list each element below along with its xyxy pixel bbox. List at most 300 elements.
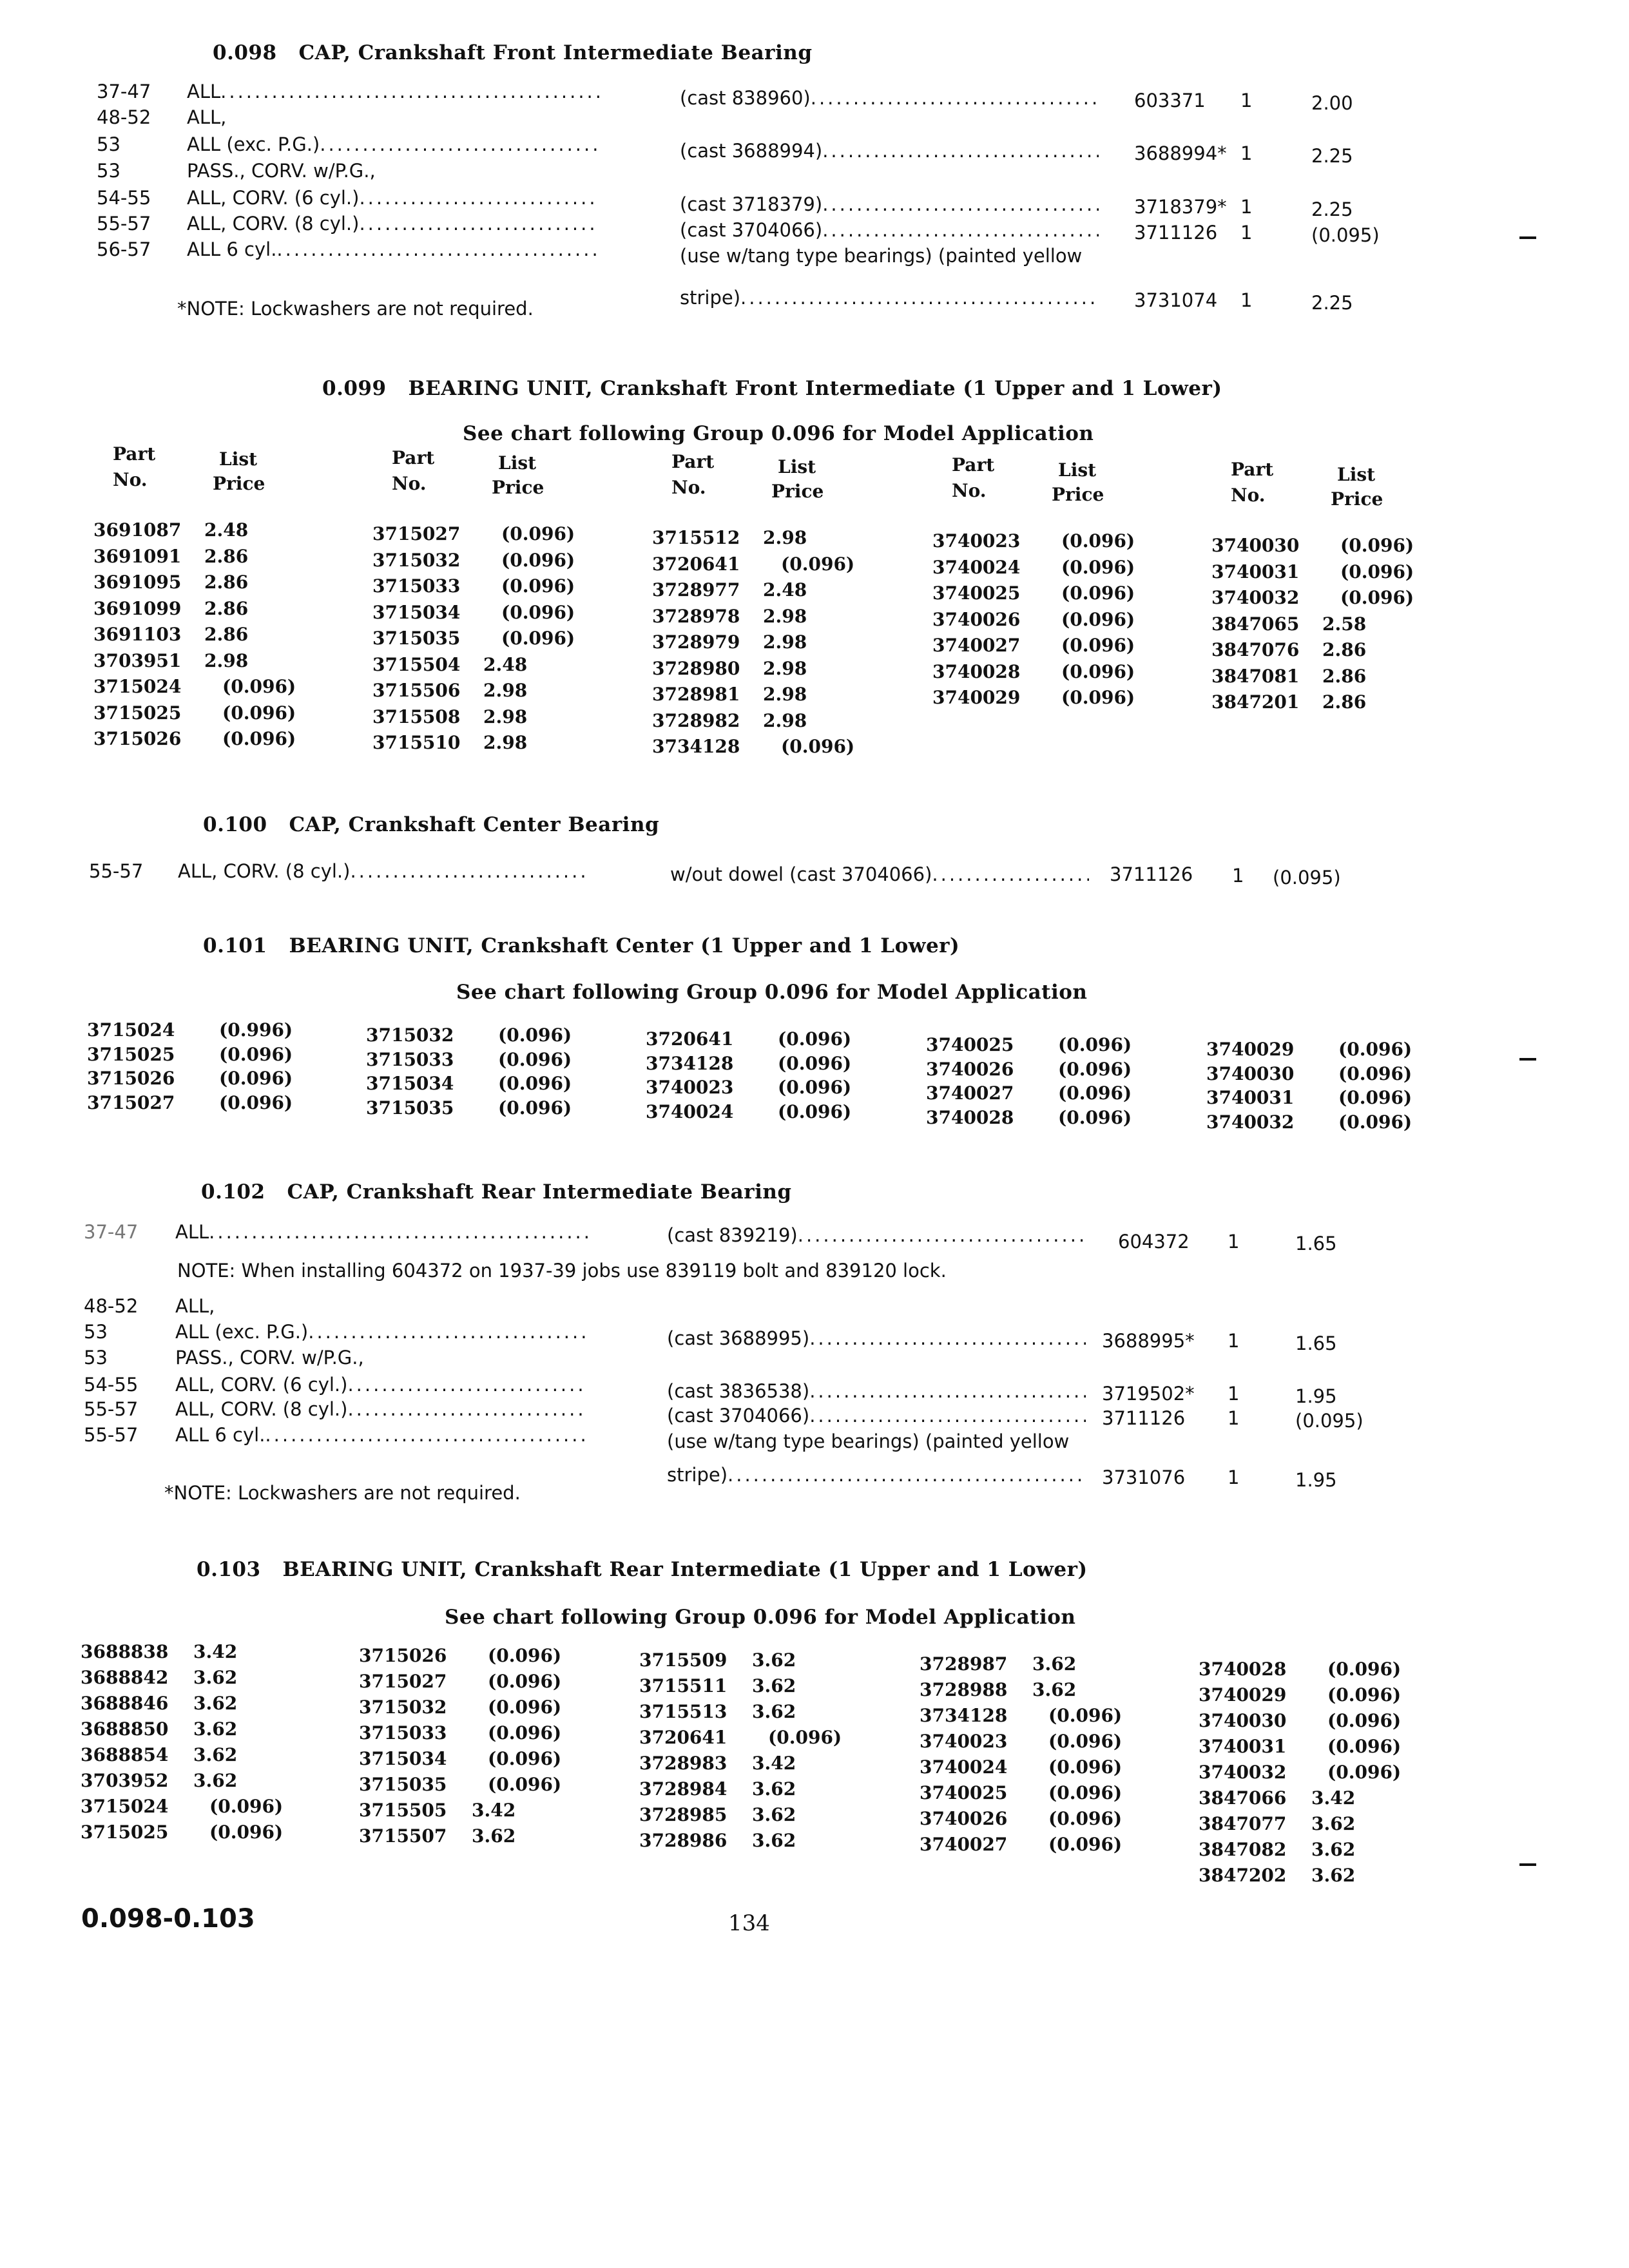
table-part-number: 3715032 (366, 1024, 454, 1046)
table-part-number: 3740029 (1199, 1684, 1287, 1706)
table-part-number: 3715034 (372, 601, 461, 623)
column-header-price: Price (492, 477, 545, 498)
table-part-number: 3728986 (639, 1830, 728, 1851)
table-list-price: (0.096) (1327, 1762, 1402, 1783)
table-list-price: (0.096) (219, 1068, 293, 1089)
list-price: 2.25 (1311, 198, 1353, 220)
section-code: 0.101 (203, 934, 267, 957)
table-list-price: (0.096) (1061, 660, 1135, 682)
table-part-number: 3728982 (652, 709, 740, 731)
column-header-price: Price (213, 473, 265, 494)
lockwasher-note: *NOTE: Lockwashers are not required. (177, 298, 534, 320)
table-part-number: 3728988 (920, 1679, 1008, 1700)
row-years: 56-57 (97, 238, 151, 260)
table-part-number: 3715034 (359, 1748, 447, 1769)
list-price: 1.95 (1295, 1469, 1337, 1491)
table-list-price: 2.98 (483, 732, 528, 753)
table-list-price: 2.86 (1322, 639, 1367, 660)
table-part-number: 3847065 (1211, 613, 1300, 635)
section-title: CAP, Crankshaft Center Bearing (289, 813, 660, 836)
row-years: 48-52 (97, 106, 151, 128)
table-list-price: 2.86 (204, 545, 249, 567)
table-list-price: 2.98 (763, 527, 807, 548)
table-list-price: 3.62 (752, 1649, 796, 1671)
row-cast: (use w/tang type bearings) (painted yellow (667, 1430, 1070, 1452)
table-part-number: 3715025 (81, 1821, 169, 1843)
table-list-price: 2.86 (1322, 665, 1367, 687)
table-part-number: 3728978 (652, 605, 740, 627)
row-years: 55-57 (84, 1398, 139, 1420)
table-list-price: (0.096) (498, 1073, 572, 1094)
table-list-price: (0.096) (488, 1774, 562, 1795)
page-number: 134 (728, 1910, 770, 1936)
section-0098-heading (213, 41, 813, 64)
column-header-part: No. (1231, 485, 1266, 506)
table-list-price: (0.096) (501, 601, 575, 623)
table-list-price: (0.996) (219, 1019, 293, 1041)
table-part-number: 3740028 (926, 1106, 1014, 1128)
section-0102-heading (201, 1180, 792, 1204)
row-cast: (cast 3718379) ..... (680, 193, 1099, 215)
row-years: 55-57 (84, 1424, 139, 1446)
table-part-number: 3734128 (652, 736, 740, 757)
row-description: ALL ..... (187, 81, 599, 102)
table-list-price: (0.096) (219, 1091, 293, 1113)
table-part-number: 3715508 (372, 706, 461, 727)
table-part-number: 3715024 (87, 1019, 175, 1041)
table-list-price: 3.62 (472, 1825, 516, 1847)
section-code: 0.100 (203, 813, 267, 836)
table-part-number: 3715025 (87, 1043, 175, 1065)
row-years: 37-47 (97, 81, 151, 102)
section-subtitle: See chart following Group 0.096 for Model Application (456, 981, 1088, 1004)
table-list-price: 2.98 (763, 657, 807, 679)
table-list-price: (0.096) (1048, 1782, 1123, 1803)
table-part-number: 3728985 (639, 1804, 728, 1825)
table-part-number: 3715027 (359, 1671, 447, 1692)
column-header-price: List (498, 452, 537, 474)
row-years: 53 (97, 133, 120, 155)
table-part-number: 3688854 (81, 1744, 169, 1765)
table-list-price: (0.096) (501, 523, 575, 544)
part-number: 3688994* (1134, 142, 1227, 164)
section-code: 0.102 (201, 1180, 265, 1204)
table-part-number: 3720641 (646, 1028, 734, 1050)
table-part-number: 3740026 (920, 1808, 1008, 1829)
row-description: ALL (exc. P.G.) ..... (187, 133, 599, 155)
table-part-number: 3688846 (81, 1693, 169, 1714)
row-years: 53 (84, 1321, 108, 1343)
table-list-price: 3.42 (472, 1800, 516, 1821)
list-price: 1.65 (1295, 1233, 1337, 1254)
table-list-price: 3.62 (193, 1744, 238, 1765)
row-description: PASS., CORV. w/P.G., (175, 1347, 364, 1369)
table-list-price: (0.096) (1048, 1705, 1123, 1726)
table-part-number: 3715513 (639, 1701, 728, 1722)
row-years: 54-55 (84, 1374, 139, 1396)
table-list-price: (0.096) (1048, 1756, 1123, 1778)
table-list-price: 3.62 (193, 1770, 238, 1791)
column-header-part: No. (113, 469, 148, 490)
table-list-price: (0.096) (498, 1048, 572, 1070)
table-part-number: 3847202 (1199, 1865, 1287, 1886)
table-list-price: 3.62 (1032, 1653, 1077, 1675)
column-header-price: Price (771, 481, 824, 502)
table-list-price: (0.096) (1058, 1082, 1132, 1104)
part-number: 3731076 (1102, 1466, 1186, 1488)
table-part-number: 3728983 (639, 1753, 728, 1774)
table-list-price: (0.096) (778, 1077, 852, 1098)
table-part-number: 3847076 (1211, 639, 1300, 660)
quantity: 1 (1228, 1231, 1240, 1253)
table-list-price: 3.62 (1032, 1679, 1077, 1700)
row-description: ALL (exc. P.G.) ..... (175, 1321, 588, 1343)
section-title: CAP, Crankshaft Rear Intermediate Bearing (287, 1180, 792, 1204)
quantity: 1 (1228, 1407, 1240, 1429)
table-part-number: 3715035 (359, 1774, 447, 1795)
list-price: 2.25 (1311, 292, 1353, 314)
section-0101-heading (203, 934, 959, 957)
table-part-number: 3715026 (87, 1068, 175, 1089)
quantity: 1 (1228, 1330, 1240, 1352)
part-number: 3719502* (1102, 1383, 1195, 1405)
row-years: 53 (97, 160, 120, 182)
table-list-price: 3.62 (752, 1778, 796, 1800)
table-part-number: 3715033 (366, 1048, 454, 1070)
table-part-number: 3688850 (81, 1718, 169, 1740)
row-years: 55-57 (97, 213, 151, 235)
part-number: 3718379* (1134, 196, 1227, 218)
quantity: 1 (1232, 865, 1244, 887)
table-list-price: 2.58 (1322, 613, 1367, 635)
table-part-number: 3715024 (81, 1796, 169, 1817)
table-part-number: 3740031 (1199, 1736, 1287, 1757)
table-part-number: 3740024 (932, 556, 1021, 578)
table-part-number: 3715035 (366, 1097, 454, 1119)
table-list-price: (0.096) (1327, 1736, 1402, 1757)
part-number: 3731074 (1134, 289, 1218, 311)
row-description: ALL ..... (175, 1221, 588, 1243)
table-part-number: 3740030 (1206, 1062, 1295, 1084)
table-list-price: (0.096) (1338, 1111, 1412, 1133)
part-number: 3711126 (1134, 222, 1218, 244)
table-part-number: 3740027 (932, 635, 1021, 656)
section-title: CAP, Crankshaft Front Intermediate Bearing (298, 41, 813, 64)
row-years: 48-52 (84, 1295, 139, 1317)
column-header-part: No. (952, 480, 987, 501)
table-list-price: 2.98 (483, 706, 528, 727)
table-list-price: 3.62 (193, 1693, 238, 1714)
table-list-price: (0.096) (1338, 1087, 1412, 1108)
table-part-number: 3691095 (93, 572, 182, 593)
section-subtitle: See chart following Group 0.096 for Model Application (463, 422, 1094, 445)
table-list-price: (0.096) (781, 553, 855, 575)
table-list-price: 3.42 (752, 1753, 796, 1774)
row-description: ALL, (175, 1295, 215, 1317)
table-part-number: 3740023 (932, 530, 1021, 552)
table-part-number: 3688842 (81, 1667, 169, 1688)
row-cast: (cast 3704066) ..... (667, 1405, 1086, 1427)
table-list-price: (0.096) (1327, 1684, 1402, 1706)
table-list-price: (0.096) (1340, 561, 1414, 582)
table-list-price: (0.096) (1061, 556, 1135, 578)
table-list-price: (0.096) (1058, 1034, 1132, 1055)
table-part-number: 3703951 (93, 649, 182, 671)
table-list-price: (0.096) (1058, 1058, 1132, 1080)
table-part-number: 3715027 (372, 523, 461, 544)
section-code: 0.098 (213, 41, 277, 64)
table-list-price: (0.096) (219, 1043, 293, 1065)
table-list-price: 3.62 (193, 1718, 238, 1740)
table-part-number: 3728979 (652, 631, 740, 653)
row-description: ALL 6 cyl. ..... (175, 1424, 588, 1446)
installation-note: NOTE: When installing 604372 on 1937-39 jobs use 839119 bolt and 839120 lock. (177, 1260, 947, 1282)
table-part-number: 3740023 (646, 1077, 734, 1098)
column-header-price: Price (1331, 488, 1383, 510)
table-list-price: 3.62 (752, 1830, 796, 1851)
table-part-number: 3715507 (359, 1825, 447, 1847)
table-part-number: 3734128 (920, 1705, 1008, 1726)
quantity: 1 (1240, 142, 1253, 164)
section-subtitle: See chart following Group 0.096 for Model Application (445, 1606, 1076, 1629)
table-part-number: 3740031 (1211, 561, 1300, 582)
table-list-price: (0.096) (498, 1024, 572, 1046)
table-list-price: 3.42 (193, 1641, 238, 1662)
list-price: 2.25 (1311, 145, 1353, 167)
part-number: 3711126 (1102, 1407, 1186, 1429)
table-list-price: 2.86 (204, 572, 249, 593)
table-list-price: (0.096) (501, 575, 575, 597)
table-list-price: (0.096) (1061, 530, 1135, 552)
table-list-price: (0.096) (1338, 1039, 1412, 1060)
table-list-price: (0.096) (1061, 687, 1135, 708)
table-part-number: 3691087 (93, 519, 182, 541)
table-part-number: 3740028 (1199, 1658, 1287, 1680)
table-part-number: 3740025 (920, 1782, 1008, 1803)
table-part-number: 3740027 (926, 1082, 1014, 1104)
table-part-number: 3740030 (1211, 535, 1300, 556)
table-list-price: (0.096) (1058, 1106, 1132, 1128)
table-list-price: (0.096) (778, 1052, 852, 1074)
section-title: BEARING UNIT, Crankshaft Front Intermediate (1 Upper and 1 Lower) (408, 377, 1222, 400)
table-list-price: (0.096) (1340, 535, 1414, 556)
table-part-number: 3728987 (920, 1653, 1008, 1675)
row-years: 55-57 (89, 860, 144, 882)
table-list-price: 2.86 (204, 597, 249, 619)
table-part-number: 3715034 (366, 1073, 454, 1094)
column-header-price: List (1337, 464, 1376, 485)
row-years: 53 (84, 1347, 108, 1369)
table-part-number: 3847201 (1211, 691, 1300, 713)
table-list-price: 2.86 (204, 624, 249, 645)
table-part-number: 3734128 (646, 1052, 734, 1074)
row-cast: (cast 838960) ..... (680, 87, 1099, 109)
quantity: 1 (1240, 222, 1253, 244)
row-description: ALL, CORV. (8 cyl.) ..... (175, 1398, 588, 1420)
row-cast: (cast 3688995) ..... (667, 1327, 1086, 1349)
row-years: 37-47 (84, 1221, 139, 1243)
table-list-price: (0.096) (778, 1028, 852, 1050)
table-part-number: 3740026 (932, 608, 1021, 630)
table-list-price: 2.98 (763, 684, 807, 705)
table-list-price: (0.096) (1327, 1658, 1402, 1680)
table-list-price: 3.62 (752, 1701, 796, 1722)
table-list-price: (0.096) (1061, 582, 1135, 604)
table-list-price: (0.096) (501, 549, 575, 571)
list-price: (0.095) (1311, 224, 1380, 246)
table-list-price: (0.096) (222, 728, 296, 749)
table-list-price: (0.096) (222, 702, 296, 724)
row-years: 54-55 (97, 187, 151, 209)
table-list-price: (0.096) (488, 1645, 562, 1666)
table-part-number: 3740029 (1206, 1039, 1295, 1060)
table-list-price: 2.98 (483, 680, 528, 701)
table-list-price: (0.096) (488, 1722, 562, 1744)
column-header-part: Part (671, 451, 715, 472)
table-list-price: 2.86 (1322, 691, 1367, 713)
column-header-part: Part (113, 443, 156, 465)
table-list-price: 2.98 (763, 631, 807, 653)
section-title: BEARING UNIT, Crankshaft Center (1 Upper and 1 Lower) (289, 934, 960, 957)
row-description: ALL, CORV. (8 cyl.) ..... (187, 213, 599, 235)
column-header-part: Part (952, 454, 995, 476)
table-part-number: 3740028 (932, 660, 1021, 682)
section-0103-heading (197, 1558, 1088, 1581)
table-part-number: 3740026 (926, 1058, 1014, 1080)
table-list-price: 2.98 (763, 709, 807, 731)
table-list-price: (0.096) (209, 1796, 284, 1817)
table-part-number: 3715032 (372, 549, 461, 571)
table-part-number: 3740024 (920, 1756, 1008, 1778)
table-list-price: (0.096) (1061, 608, 1135, 630)
table-list-price: 3.62 (1311, 1813, 1356, 1834)
quantity: 1 (1240, 90, 1253, 111)
row-cast: (cast 3704066) ..... (680, 219, 1099, 241)
section-code: 0.099 (322, 377, 387, 400)
row-description: ALL 6 cyl. ..... (187, 238, 599, 260)
table-list-price: (0.096) (488, 1671, 562, 1692)
table-part-number: 3691099 (93, 597, 182, 619)
row-cast: (cast 839219) ..... (667, 1224, 1086, 1246)
table-list-price: 3.42 (1311, 1787, 1356, 1809)
table-part-number: 3715026 (93, 728, 182, 749)
table-part-number: 3720641 (639, 1727, 728, 1748)
part-number: 604372 (1118, 1231, 1190, 1253)
row-description: ALL, (187, 106, 227, 128)
table-part-number: 3715033 (372, 575, 461, 597)
table-list-price: (0.096) (1048, 1834, 1123, 1855)
table-list-price: (0.096) (1061, 635, 1135, 656)
table-list-price: (0.096) (1327, 1710, 1402, 1731)
table-part-number: 3715506 (372, 680, 461, 701)
table-part-number: 3715512 (652, 527, 740, 548)
table-part-number: 3740025 (926, 1034, 1014, 1055)
quantity: 1 (1240, 289, 1253, 311)
section-0099-heading (322, 377, 1222, 400)
table-part-number: 3691103 (93, 624, 182, 645)
table-part-number: 3740032 (1211, 587, 1300, 608)
margin-mark (1519, 236, 1536, 239)
lockwasher-note: *NOTE: Lockwashers are not required. (164, 1482, 521, 1504)
table-list-price: 2.48 (763, 579, 807, 601)
table-list-price: (0.096) (222, 676, 296, 697)
part-number: 3711126 (1110, 863, 1193, 885)
column-header-price: Price (1052, 484, 1104, 505)
row-cast: stripe) ..... (667, 1464, 1086, 1486)
table-part-number: 3740030 (1199, 1710, 1287, 1731)
table-part-number: 3740031 (1206, 1087, 1295, 1108)
list-price: 1.65 (1295, 1332, 1337, 1354)
column-header-part: No. (671, 477, 706, 498)
section-code: 0.103 (197, 1558, 261, 1581)
table-list-price: (0.096) (488, 1748, 562, 1769)
table-part-number: 3715509 (639, 1649, 728, 1671)
page-range: 0.098-0.103 (81, 1904, 255, 1934)
table-list-price: 3.62 (1311, 1865, 1356, 1886)
table-list-price: (0.096) (209, 1821, 284, 1843)
table-part-number: 3715027 (87, 1091, 175, 1113)
table-part-number: 3715035 (372, 628, 461, 649)
table-part-number: 3715505 (359, 1800, 447, 1821)
section-title: BEARING UNIT, Crankshaft Rear Intermediate (1 Upper and 1 Lower) (282, 1558, 1088, 1581)
column-header-price: List (778, 456, 816, 477)
column-header-part: No. (392, 473, 427, 494)
table-part-number: 3688838 (81, 1641, 169, 1662)
section-0100-heading (203, 813, 659, 836)
table-list-price: (0.096) (778, 1100, 852, 1122)
table-part-number: 3740027 (920, 1834, 1008, 1855)
column-header-price: List (1058, 459, 1097, 481)
column-header-part: Part (1231, 459, 1274, 480)
table-part-number: 3715025 (93, 702, 182, 724)
table-part-number: 3847077 (1199, 1813, 1287, 1834)
table-part-number: 3715504 (372, 653, 461, 675)
quantity: 1 (1240, 196, 1253, 218)
row-description: ALL, CORV. (6 cyl.) ..... (175, 1374, 588, 1396)
table-part-number: 3740023 (920, 1731, 1008, 1752)
table-part-number: 3715510 (372, 732, 461, 753)
table-list-price: 2.98 (763, 605, 807, 627)
margin-mark (1519, 1863, 1536, 1866)
table-list-price: (0.096) (768, 1727, 842, 1748)
table-part-number: 3847081 (1211, 665, 1300, 687)
table-list-price: (0.096) (1048, 1808, 1123, 1829)
list-price: (0.095) (1295, 1410, 1364, 1432)
table-part-number: 3740024 (646, 1100, 734, 1122)
margin-mark (1519, 1058, 1536, 1061)
table-part-number: 3847082 (1199, 1839, 1287, 1860)
table-part-number: 3740032 (1199, 1762, 1287, 1783)
part-number: 603371 (1134, 90, 1206, 111)
table-list-price: 2.48 (483, 653, 528, 675)
table-list-price: 3.62 (193, 1667, 238, 1688)
row-description: ALL, CORV. (6 cyl.) ..... (187, 187, 599, 209)
table-list-price: 3.62 (752, 1675, 796, 1696)
quantity: 1 (1228, 1466, 1240, 1488)
table-list-price: (0.096) (498, 1097, 572, 1119)
table-part-number: 3715033 (359, 1722, 447, 1744)
row-cast: (cast 3688994) ..... (680, 140, 1099, 162)
column-header-price: List (219, 448, 258, 470)
column-header-part: Part (392, 447, 435, 468)
table-part-number: 3740032 (1206, 1111, 1295, 1133)
table-list-price: 3.62 (1311, 1839, 1356, 1860)
table-part-number: 3703952 (81, 1770, 169, 1791)
row-description: ALL, CORV. (8 cyl.) ..... (178, 860, 590, 882)
row-cast: stripe) ..... (680, 287, 1099, 309)
table-part-number: 3847066 (1199, 1787, 1287, 1809)
table-part-number: 3728981 (652, 684, 740, 705)
